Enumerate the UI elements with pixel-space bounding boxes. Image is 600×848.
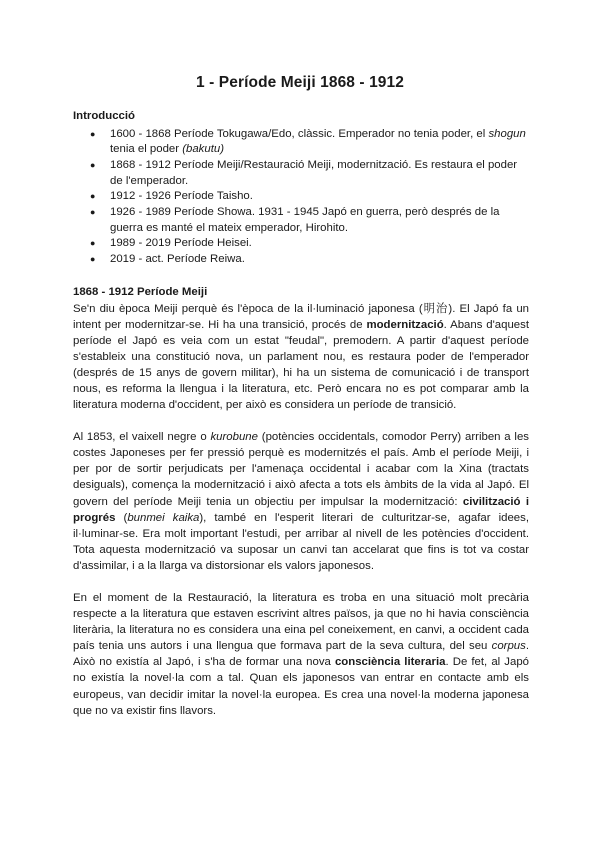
list-item: ● 1989 - 2019 Període Heisei. [73, 236, 529, 252]
period-list [73, 127, 529, 268]
intro-section [73, 109, 529, 268]
intro-heading: Introducció [73, 110, 136, 122]
paragraph-1: Se'n diu època Meiji perquè és l'època de la il·luminació japonesa (明治). El Japó fa un intent per modernitzar-se. Hi ha una transició, procés de modernització. Abans d'aquest període el Japó es veia com un estat "feudal", premodern. A partir d'aquest període s'estableix una constitució nova, un parlament nou, es restaura poder de l'emperador (després de 15 anys de govern militar), hi ha un sistema de comunicació i de transport nous, es reforma la llengua i la literatura, etc. Però encara no es pot comparar amb la literatura moderna d'occident, per això es considera un període de transició. [73, 302, 529, 412]
section-heading: 1868 - 1912 Període Meiji [73, 286, 208, 298]
list-item: ● 1600 - 1868 Període Tokugawa/Edo, clàssic. Emperador no tenia poder, el shogun tenia el poder (bakutu) [90, 127, 526, 156]
paragraph-2: Al 1853, el vaixell negre o kurobune (potències occidentals, comodor Perry) arriben a les costes Japoneses per fer pressió perquè es modernitzés el país. Amb el període Meiji, i per por de sortir perjudicats per l'amenaça occidental i acabar com la Xina (tractats desiguals), comença la modernització i això afecta a tots els àmbits de la vida al Japó. El govern del període Meiji tenia un objectiu per impulsar la modernització: civilització i progrés (bunmei kaika), també en l'esperit literari de culturitzar-se, agafar idees, il·luminar-se. Era molt important l'estudi, per arribar al nivell de les potències d'occident. Tota aquesta modernització va suposar un canvi tan accelarat que fins is tot va costar d'assimilar, i a la llarga va distorsionar els valors japonesos. [73, 431, 529, 572]
list-item: ● 1926 - 1989 Període Showa. 1931 - 1945 Japó en guerra, però després de la guerra es manté el mateix emperador, Hirohito. [90, 206, 500, 234]
list-item: ● 1912 - 1926 Període Taisho. [73, 189, 529, 205]
paragraph-3: En el moment de la Restauració, la literatura es troba en una situació molt precària respecte a la literatura que estaven escrivint altres països, ja que no hi havia consciència literària, la literatura no es considera una eina pel coneixement, en canvi, a occident cada país tenia uns autors i una llengua que formava part de la seva cultura, del seu corpus. Això no existía al Japó, i s'ha de formar una nova consciència literaria. De fet, al Japó no existía la novel·la com a tal. Quan els japonesos van entrar en contacte amb els europeus, van decidir imitar la novel·la europea. Es crea una novel·la moderna japonesa que no va existir fins llavors. [73, 592, 529, 717]
meiji-section [73, 285, 529, 719]
bullet-icon: ● [90, 207, 96, 218]
bullet-icon: ● [90, 159, 96, 170]
bullet-icon: ● [90, 128, 96, 139]
page-title: 1 - Període Meiji 1868 - 1912 [196, 74, 404, 91]
bullet-icon: ● [90, 238, 96, 249]
list-item: ● 1868 - 1912 Període Meiji/Restauració Meiji, modernització. Es restaura el poder de l'emperador. [90, 158, 518, 187]
bullet-icon: ● [90, 254, 96, 265]
list-item: ● 2019 - act. Període Reiwa. [73, 252, 529, 268]
bullet-icon: ● [90, 191, 96, 202]
